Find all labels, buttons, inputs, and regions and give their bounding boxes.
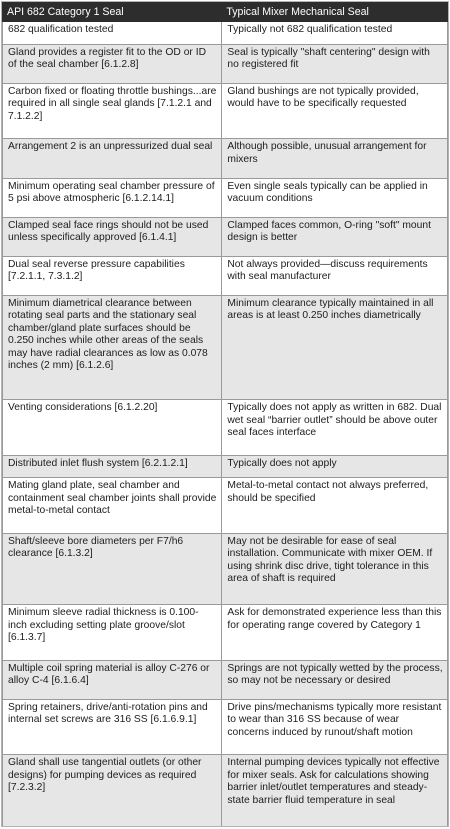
table-row	[3, 400, 448, 455]
table-row	[3, 44, 448, 83]
cell-mixer-seal-typical: Springs are not typically wetted by the process, so may not be necessary or desired	[222, 660, 448, 699]
cell-api682-requirement: Gland shall use tangential outlets (or other designs) for pumping devices as required [7.2.3.2]	[3, 755, 222, 826]
cell-api682-requirement: Minimum operating seal chamber pressure of 5 psi above atmospheric [6.1.2.14.1]	[3, 178, 222, 217]
cell-mixer-seal-typical: May not be desirable for ease of seal installation. Communicate with mixer OEM. If using shrink disc drive, tight tolerance in this area of shaft is required	[222, 533, 448, 605]
cell-api682-requirement: Distributed inlet flush system [6.2.1.2.1]	[3, 455, 222, 478]
table-row	[3, 455, 448, 478]
table-row	[3, 22, 448, 45]
cell-mixer-seal-typical: Gland bushings are not typically provided, would have to be specifically requested	[222, 83, 448, 138]
cell-mixer-seal-typical: Even single seals typically can be applied in vacuum conditions	[222, 178, 448, 217]
table-header-row	[3, 3, 448, 22]
cell-api682-requirement: Clamped seal face rings should not be used unless specifically approved [6.1.4.1]	[3, 217, 222, 256]
cell-api682-requirement: Minimum sleeve radial thickness is 0.100-inch excluding setting plate groove/slot [6.1.3.7]	[3, 605, 222, 660]
cell-mixer-seal-typical: Metal-to-metal contact not always preferred, should be specified	[222, 478, 448, 533]
cell-mixer-seal-typical: Minimum clearance typically maintained in all areas is at least 0.250 inches diametrically	[222, 295, 448, 399]
column-header-api682: API 682 Category 1 Seal	[3, 3, 222, 22]
table-row	[3, 295, 448, 399]
cell-api682-requirement: Multiple coil spring material is alloy C-276 or alloy C-4 [6.1.6.4]	[3, 660, 222, 699]
cell-mixer-seal-typical: Not always provided—discuss requirements with seal manufacturer	[222, 256, 448, 295]
table-row	[3, 139, 448, 178]
table-row	[3, 755, 448, 826]
cell-mixer-seal-typical: Although possible, unusual arrangement for mixers	[222, 139, 448, 178]
cell-api682-requirement: Venting considerations [6.1.2.20]	[3, 400, 222, 455]
table-row	[3, 83, 448, 138]
cell-mixer-seal-typical: Clamped faces common, O-ring "soft" mount design is better	[222, 217, 448, 256]
cell-api682-requirement: Carbon fixed or floating throttle bushings...are required in all single seal glands [7.1.2.1 and 7.1.2.2]	[3, 83, 222, 138]
table-row	[3, 178, 448, 217]
table-row	[3, 478, 448, 533]
table-body	[3, 22, 448, 827]
table-row	[3, 256, 448, 295]
cell-mixer-seal-typical: Ask for demonstrated experience less than this for operating range covered by Category 1	[222, 605, 448, 660]
cell-api682-requirement: Shaft/sleeve bore diameters per F7/h6 clearance [6.1.3.2]	[3, 533, 222, 605]
table-row	[3, 533, 448, 605]
table-row	[3, 700, 448, 755]
table-row	[3, 605, 448, 660]
cell-api682-requirement: Mating gland plate, seal chamber and containment seal chamber joints shall provide metal-to-metal contact	[3, 478, 222, 533]
cell-api682-requirement: Minimum diametrical clearance between rotating seal parts and the stationary seal chamber/gland plate surfaces should be 0.250 inches while other areas of the seals may have radial clearances as low as 0.078 inches (2 mm) [6.1.2.6]	[3, 295, 222, 399]
cell-mixer-seal-typical: Seal is typically "shaft centering" design with no registered fit	[222, 44, 448, 83]
cell-api682-requirement: Dual seal reverse pressure capabilities [7.2.1.1, 7.3.1.2]	[3, 256, 222, 295]
cell-api682-requirement: Spring retainers, drive/anti-rotation pins and internal set screws are 316 SS [6.1.6.9.1]	[3, 700, 222, 755]
cell-api682-requirement: 682 qualification tested	[3, 22, 222, 45]
cell-mixer-seal-typical: Drive pins/mechanisms typically more resistant to wear than 316 SS because of wear concerns induced by runout/shaft motion	[222, 700, 448, 755]
cell-api682-requirement: Arrangement 2 is an unpressurized dual seal	[3, 139, 222, 178]
cell-mixer-seal-typical: Typically does not apply as written in 682. Dual wet seal “barrier outlet” should be above outer seal faces interface	[222, 400, 448, 455]
cell-mixer-seal-typical: Typically not 682 qualification tested	[222, 22, 448, 45]
comparison-table	[1, 1, 449, 827]
cell-api682-requirement: Gland provides a register fit to the OD or ID of the seal chamber [6.1.2.8]	[3, 44, 222, 83]
cell-mixer-seal-typical: Typically does not apply	[222, 455, 448, 478]
cell-mixer-seal-typical: Internal pumping devices typically not effective for mixer seals. Ask for calculations showing barrier inlet/outlet temperatures and steady-state barrier fluid temperature in seal	[222, 755, 448, 826]
table-row	[3, 660, 448, 699]
seal-comparison-table	[2, 2, 448, 826]
column-header-mixer-seal: Typical Mixer Mechanical Seal	[222, 3, 448, 22]
table-row	[3, 217, 448, 256]
